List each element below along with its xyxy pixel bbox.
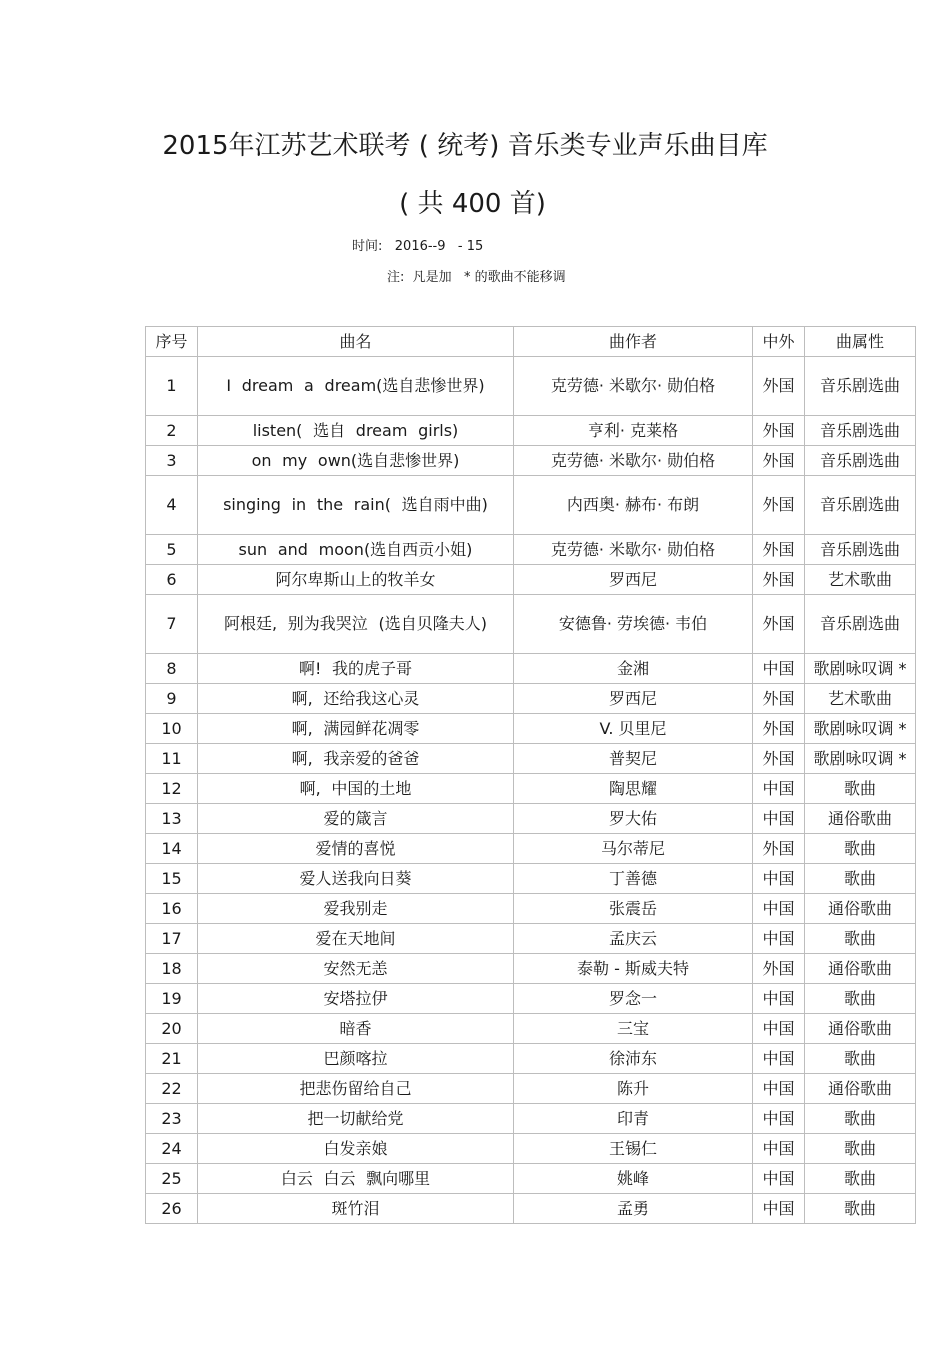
song-origin: 中国 [753, 1194, 805, 1224]
song-origin: 外国 [753, 954, 805, 984]
song-type: 歌曲 [805, 1194, 916, 1224]
row-number: 3 [146, 446, 198, 476]
song-origin: 外国 [753, 446, 805, 476]
song-origin: 中国 [753, 804, 805, 834]
song-origin: 中国 [753, 1134, 805, 1164]
song-title: 斑竹泪 [198, 1194, 514, 1224]
song-origin: 中国 [753, 864, 805, 894]
date-line: 时间: 2016--9 - 15 [352, 239, 484, 254]
song-composer: 内西奥· 赫布· 布朗 [514, 476, 753, 535]
table-row [146, 774, 916, 804]
song-type: 艺术歌曲 [805, 684, 916, 714]
song-composer: 罗大佑 [514, 804, 753, 834]
document-subtitle: ( 共 400 首) [399, 189, 546, 219]
row-number: 20 [146, 1014, 198, 1044]
row-number: 11 [146, 744, 198, 774]
song-title: 爱人送我向日葵 [198, 864, 514, 894]
song-origin: 外国 [753, 714, 805, 744]
table-row [146, 535, 916, 565]
table-row [146, 714, 916, 744]
song-origin: 中国 [753, 654, 805, 684]
table-row [146, 954, 916, 984]
song-origin: 外国 [753, 565, 805, 595]
row-number: 19 [146, 984, 198, 1014]
song-title: 啊, 满园鲜花凋零 [198, 714, 514, 744]
row-number: 1 [146, 357, 198, 416]
song-composer: 孟庆云 [514, 924, 753, 954]
song-composer: 金湘 [514, 654, 753, 684]
row-number: 23 [146, 1104, 198, 1134]
song-origin: 外国 [753, 357, 805, 416]
song-composer: 罗西尼 [514, 684, 753, 714]
song-title: 啊! 我的虎子哥 [198, 654, 514, 684]
row-number: 13 [146, 804, 198, 834]
row-number: 12 [146, 774, 198, 804]
song-composer: 普契尼 [514, 744, 753, 774]
table-row [146, 416, 916, 446]
song-title: 安然无恙 [198, 954, 514, 984]
table-row [146, 924, 916, 954]
song-composer: 泰勒 - 斯威夫特 [514, 954, 753, 984]
table-row [146, 1164, 916, 1194]
song-composer: 安德鲁· 劳埃德· 韦伯 [514, 595, 753, 654]
song-composer: 亨利· 克莱格 [514, 416, 753, 446]
song-type: 歌剧咏叹调 * [805, 714, 916, 744]
table-row [146, 1044, 916, 1074]
song-composer: 克劳德· 米歇尔· 勋伯格 [514, 446, 753, 476]
table-row [146, 1074, 916, 1104]
song-title: 啊, 中国的土地 [198, 774, 514, 804]
song-title: 爱我别走 [198, 894, 514, 924]
song-origin: 中国 [753, 894, 805, 924]
song-origin: 外国 [753, 684, 805, 714]
song-title: 把悲伤留给自己 [198, 1074, 514, 1104]
song-type: 艺术歌曲 [805, 565, 916, 595]
song-title: 阿尔卑斯山上的牧羊女 [198, 565, 514, 595]
song-composer: V. 贝里尼 [514, 714, 753, 744]
song-type: 歌曲 [805, 864, 916, 894]
song-origin: 中国 [753, 1074, 805, 1104]
song-title: 啊, 还给我这心灵 [198, 684, 514, 714]
song-composer: 张震岳 [514, 894, 753, 924]
row-number: 5 [146, 535, 198, 565]
column-header-type: 曲属性 [805, 327, 916, 357]
song-title: 白云 白云 飘向哪里 [198, 1164, 514, 1194]
row-number: 7 [146, 595, 198, 654]
song-title: 把一切献给党 [198, 1104, 514, 1134]
row-number: 24 [146, 1134, 198, 1164]
song-composer: 陈升 [514, 1074, 753, 1104]
song-catalog-table [145, 326, 916, 1224]
song-type: 通俗歌曲 [805, 1014, 916, 1044]
song-title: 阿根廷, 别为我哭泣 (选自贝隆夫人) [198, 595, 514, 654]
song-composer: 克劳德· 米歇尔· 勋伯格 [514, 357, 753, 416]
song-title: 爱的箴言 [198, 804, 514, 834]
table-row [146, 1014, 916, 1044]
song-title: singing in the rain( 选自雨中曲) [198, 476, 514, 535]
song-origin: 外国 [753, 416, 805, 446]
song-origin: 中国 [753, 1164, 805, 1194]
song-type: 通俗歌曲 [805, 1074, 916, 1104]
song-composer: 马尔蒂尼 [514, 834, 753, 864]
table-row [146, 1194, 916, 1224]
song-type: 通俗歌曲 [805, 804, 916, 834]
song-origin: 外国 [753, 744, 805, 774]
song-composer: 徐沛东 [514, 1044, 753, 1074]
song-type: 歌曲 [805, 984, 916, 1014]
song-title: 暗香 [198, 1014, 514, 1044]
song-type: 歌曲 [805, 834, 916, 864]
song-title: 爱情的喜悦 [198, 834, 514, 864]
row-number: 17 [146, 924, 198, 954]
row-number: 25 [146, 1164, 198, 1194]
row-number: 26 [146, 1194, 198, 1224]
column-header-composer: 曲作者 [514, 327, 753, 357]
table-row [146, 1134, 916, 1164]
table-row [146, 357, 916, 416]
row-number: 10 [146, 714, 198, 744]
song-type: 通俗歌曲 [805, 954, 916, 984]
song-type: 音乐剧选曲 [805, 446, 916, 476]
song-title: I dream a dream(选自悲惨世界) [198, 357, 514, 416]
song-composer: 印青 [514, 1104, 753, 1134]
song-title: on my own(选自悲惨世界) [198, 446, 514, 476]
column-header-origin: 中外 [753, 327, 805, 357]
transpose-note: 注: 凡是加 * 的歌曲不能移调 [387, 270, 566, 285]
song-composer: 陶思耀 [514, 774, 753, 804]
song-composer: 孟勇 [514, 1194, 753, 1224]
song-type: 歌曲 [805, 774, 916, 804]
table-row [146, 1104, 916, 1134]
table-row [146, 894, 916, 924]
song-composer: 克劳德· 米歇尔· 勋伯格 [514, 535, 753, 565]
song-title: 安塔拉伊 [198, 984, 514, 1014]
song-type: 音乐剧选曲 [805, 476, 916, 535]
row-number: 22 [146, 1074, 198, 1104]
song-origin: 外国 [753, 595, 805, 654]
song-type: 歌曲 [805, 1104, 916, 1134]
song-type: 歌曲 [805, 1164, 916, 1194]
song-title: 啊, 我亲爱的爸爸 [198, 744, 514, 774]
song-composer: 丁善德 [514, 864, 753, 894]
row-number: 4 [146, 476, 198, 535]
song-title: 白发亲娘 [198, 1134, 514, 1164]
row-number: 9 [146, 684, 198, 714]
song-type: 音乐剧选曲 [805, 416, 916, 446]
song-composer: 姚峰 [514, 1164, 753, 1194]
song-title: 巴颜喀拉 [198, 1044, 514, 1074]
song-type: 歌曲 [805, 1044, 916, 1074]
table-row [146, 984, 916, 1014]
song-type: 通俗歌曲 [805, 894, 916, 924]
table-header-row [146, 327, 916, 357]
row-number: 8 [146, 654, 198, 684]
song-origin: 外国 [753, 834, 805, 864]
row-number: 21 [146, 1044, 198, 1074]
song-origin: 中国 [753, 1014, 805, 1044]
column-header-title: 曲名 [198, 327, 514, 357]
column-header-number: 序号 [146, 327, 198, 357]
song-title: sun and moon(选自西贡小姐) [198, 535, 514, 565]
table-row [146, 654, 916, 684]
song-origin: 中国 [753, 774, 805, 804]
song-type: 歌剧咏叹调 * [805, 654, 916, 684]
document-title: 2015年江苏艺术联考 ( 统考) 音乐类专业声乐曲目库 [162, 131, 768, 161]
table-row [146, 684, 916, 714]
row-number: 15 [146, 864, 198, 894]
song-origin: 中国 [753, 924, 805, 954]
row-number: 6 [146, 565, 198, 595]
row-number: 16 [146, 894, 198, 924]
table-row [146, 834, 916, 864]
table-row [146, 476, 916, 535]
song-composer: 罗念一 [514, 984, 753, 1014]
song-origin: 中国 [753, 984, 805, 1014]
song-title: listen( 选自 dream girls) [198, 416, 514, 446]
song-type: 歌剧咏叹调 * [805, 744, 916, 774]
song-type: 音乐剧选曲 [805, 595, 916, 654]
row-number: 14 [146, 834, 198, 864]
song-type: 音乐剧选曲 [805, 535, 916, 565]
song-composer: 王锡仁 [514, 1134, 753, 1164]
song-type: 音乐剧选曲 [805, 357, 916, 416]
song-origin: 外国 [753, 476, 805, 535]
table-row [146, 595, 916, 654]
table-row [146, 565, 916, 595]
table-row [146, 744, 916, 774]
table-row [146, 804, 916, 834]
table-row [146, 446, 916, 476]
song-composer: 三宝 [514, 1014, 753, 1044]
song-type: 歌曲 [805, 1134, 916, 1164]
song-type: 歌曲 [805, 924, 916, 954]
song-origin: 中国 [753, 1104, 805, 1134]
song-origin: 外国 [753, 535, 805, 565]
song-title: 爱在天地间 [198, 924, 514, 954]
song-origin: 中国 [753, 1044, 805, 1074]
table-row [146, 864, 916, 894]
row-number: 18 [146, 954, 198, 984]
song-composer: 罗西尼 [514, 565, 753, 595]
row-number: 2 [146, 416, 198, 446]
